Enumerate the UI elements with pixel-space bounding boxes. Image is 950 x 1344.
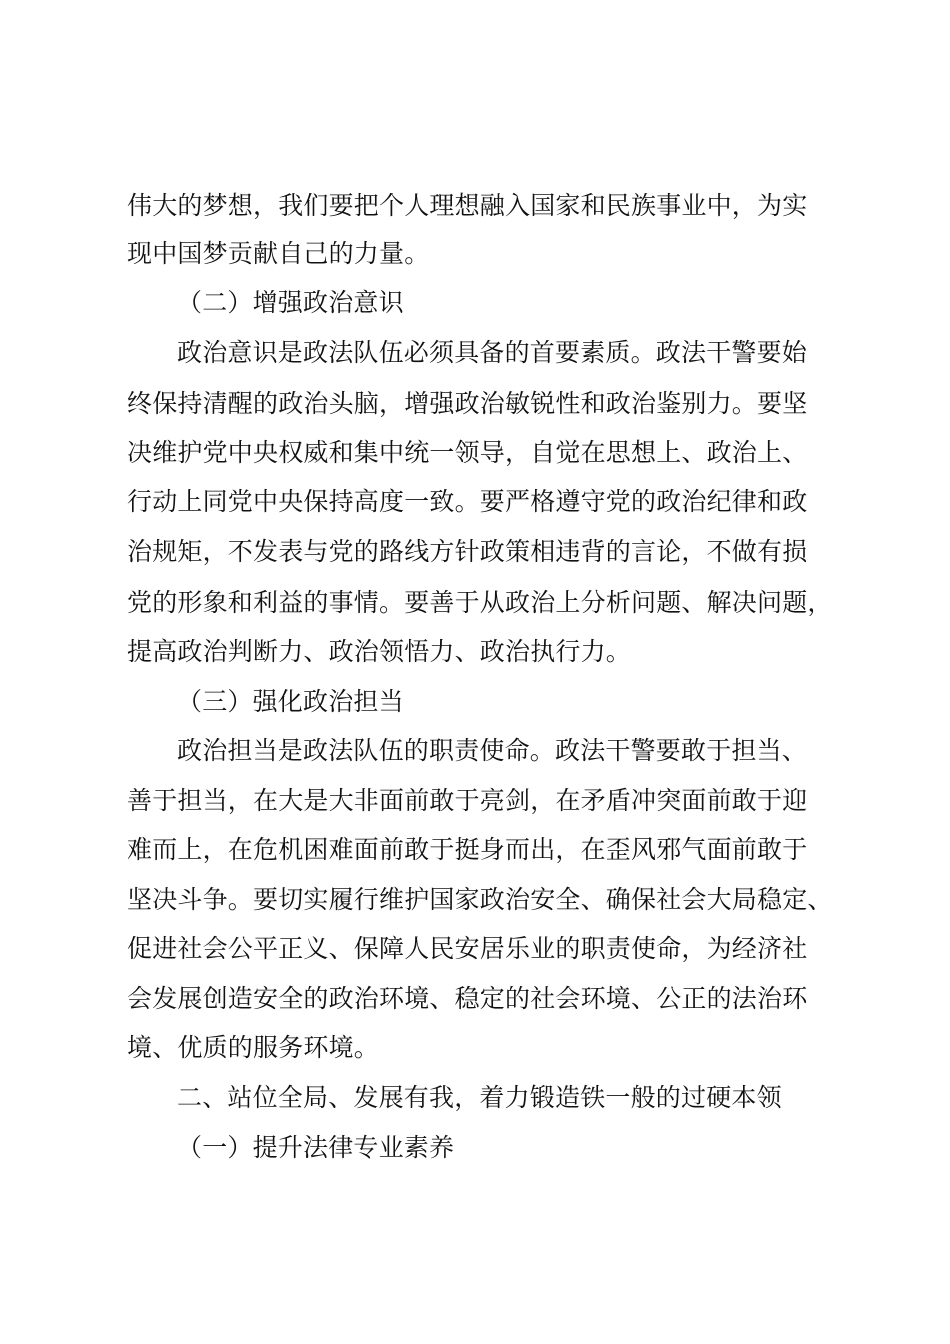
body-text-line: 会发展创造安全的政治环境、稳定的社会环境、公正的法治环: [127, 984, 808, 1013]
body-text-line: 终保持清醒的政治头脑，增强政治敏锐性和政治鉴别力。要坚: [127, 389, 808, 418]
paragraph-first-line: 政治意识是政法队伍必须具备的首要素质。政法干警要始: [177, 338, 808, 367]
body-text-line: 治规矩，不发表与党的路线方针政策相违背的言论，不做有损: [127, 537, 808, 566]
body-text-line: 境、优质的服务环境。: [127, 1033, 380, 1062]
body-text-line: 提高政治判断力、政治领悟力、政治执行力。: [127, 637, 632, 666]
section-heading: （一）提升法律专业素养: [177, 1133, 455, 1162]
body-text-line: 促进社会公平正义、保障人民安居乐业的职责使命，为经济社: [127, 934, 808, 963]
paragraph-first-line: 政治担当是政法队伍的职责使命。政法干警要敢于担当、: [177, 736, 808, 765]
body-text-line: 伟大的梦想，我们要把个人理想融入国家和民族事业中，为实: [127, 191, 808, 220]
body-text-line: 现中国梦贡献自己的力量。: [127, 239, 430, 268]
chapter-heading: 二、站位全局、发展有我，着力锻造铁一般的过硬本领: [177, 1083, 782, 1112]
section-heading: （二）增强政治意识: [177, 288, 404, 317]
body-text-line: 善于担当，在大是大非面前敢于亮剑，在矛盾冲突面前敢于迎: [127, 786, 808, 815]
body-text-line: 难而上，在危机困难面前敢于挺身而出，在歪风邪气面前敢于: [127, 835, 808, 864]
body-text-line: 决维护党中央权威和集中统一领导，自觉在思想上、政治上、: [127, 438, 808, 467]
body-text-line: 行动上同党中央保持高度一致。要严格遵守党的政治纪律和政: [127, 487, 808, 516]
section-heading: （三）强化政治担当: [177, 687, 404, 716]
body-text-line: 党的形象和利益的事情。要善于从政治上分析问题、解决问题，: [127, 588, 833, 617]
body-text-line: 坚决斗争。要切实履行维护国家政治安全、确保社会大局稳定、: [127, 885, 833, 914]
